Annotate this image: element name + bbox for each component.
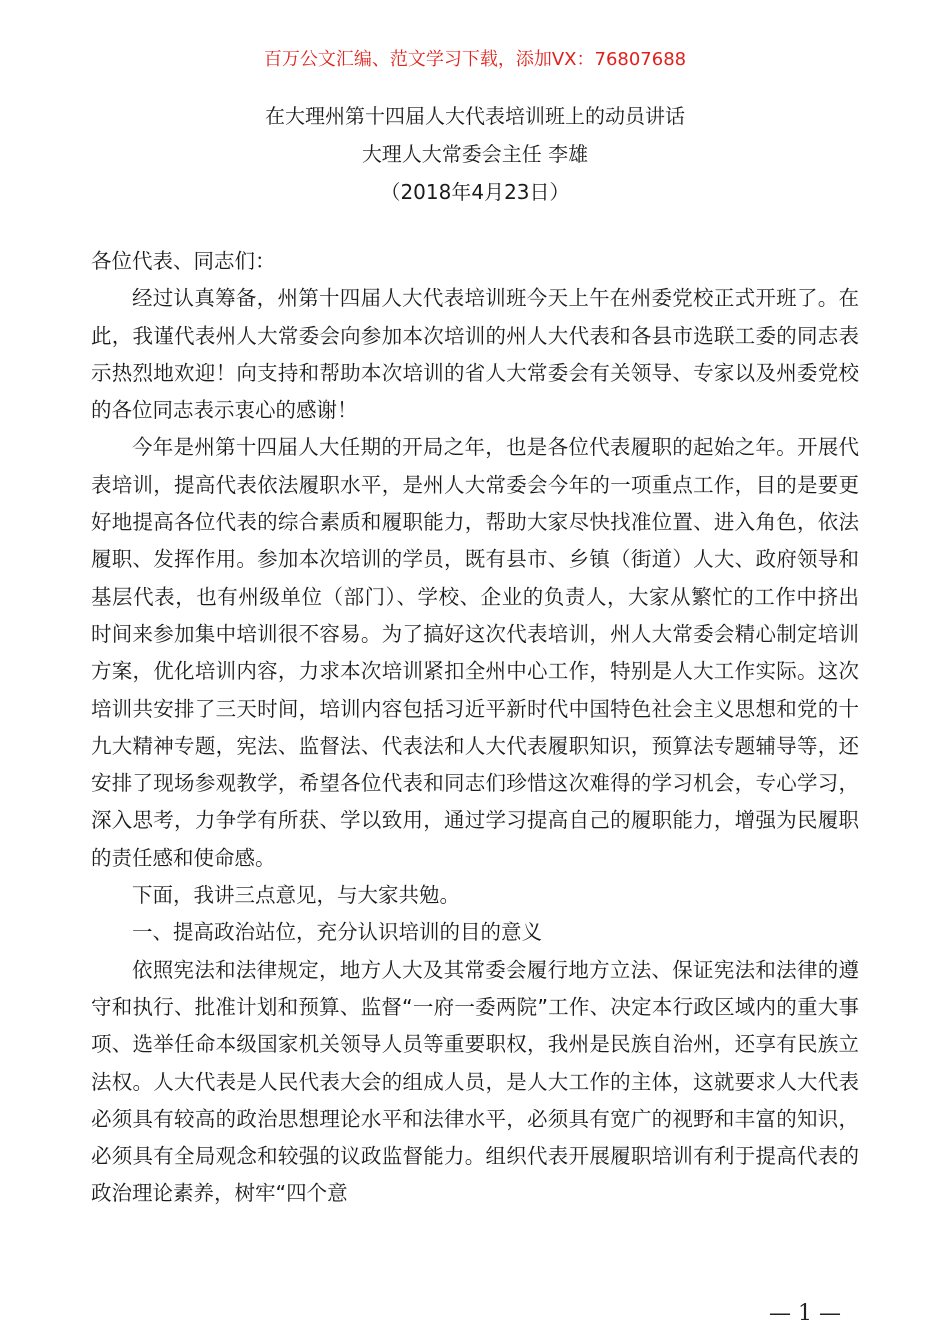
document-author: 大理人大常委会主任 李雄 xyxy=(361,142,589,166)
document-header xyxy=(0,97,950,211)
page-number: — 1 — xyxy=(769,1301,841,1326)
document-body xyxy=(91,243,859,1213)
paragraph-opening: 经过认真筹备，州第十四届人大代表培训班今天上午在州委党校正式开班了。在此，我谨代表州人大常委会向参加本次培训的州人大代表和各县市选联工委的同志表示热烈地欢迎！向支持和帮助本次培训的省人大常委会有关领导、专家以及州委党校的各位同志表示衷心的感谢！ xyxy=(91,286,859,423)
paragraph-three-points: 下面，我讲三点意见，与大家共勉。 xyxy=(132,883,460,908)
document-date: （2018年4月23日） xyxy=(380,180,570,204)
paragraph-section-1: 依照宪法和法律规定，地方人大及其常委会履行地方立法、保证宪法和法律的遵守和执行、批准计划和预算、监督“一府一委两院”工作、决定本行政区域内的重大事项、选举任命本级国家机关领导人员等重要职权，我州是民族自治州，还享有民族立法权。人大代表是人民代表大会的组成人员，是人大工作的主体，这就要求人大代表必须具有较高的政治思想理论水平和法律水平，必须具有宽广的视野和丰富的知识，必须具有全局观念和较强的议政监督能力。组织代表开展履职培训有利于提高代表的政治理论素养，树牢“四个意 xyxy=(91,957,859,1206)
section-heading-1: 一、提高政治站位，充分认识培训的目的意义 xyxy=(132,920,542,945)
document-title: 在大理州第十四届人大代表培训班上的动员讲话 xyxy=(265,104,685,128)
watermark-banner: 百万公文汇编、范文学习下载，添加VX：76807688 xyxy=(263,49,687,70)
salutation: 各位代表、同志们： xyxy=(91,249,276,273)
paragraph-training-overview: 今年是州第十四届人大任期的开局之年，也是各位代表履职的起始之年。开展代表培训，提高代表依法履职水平，是州人大常委会今年的一项重点工作，目的是要更好地提高各位代表的综合素质和履职能力，帮助大家尽快找准位置、进入角色，依法履职、发挥作用。参加本次培训的学员，既有县市、乡镇（街道）人大、政府领导和基层代表，也有州级单位（部门）、学校、企业的负责人，大家从繁忙的工作中挤出时间来参加集中培训很不容易。为了搞好这次代表培训，州人大常委会精心制定培训方案，优化培训内容，力求本次培训紧扣全州中心工作，特别是人大工作实际。这次培训共安排了三天时间，培训内容包括习近平新时代中国特色社会主义思想和党的十九大精神专题，宪法、监督法、代表法和人大代表履职知识，预算法专题辅导等，还安排了现场参观教学，希望各位代表和同志们珍惜这次难得的学习机会，专心学习，深入思考，力争学有所获、学以致用，通过学习提高自己的履职能力，增强为民履职的责任感和使命感。 xyxy=(91,435,859,870)
